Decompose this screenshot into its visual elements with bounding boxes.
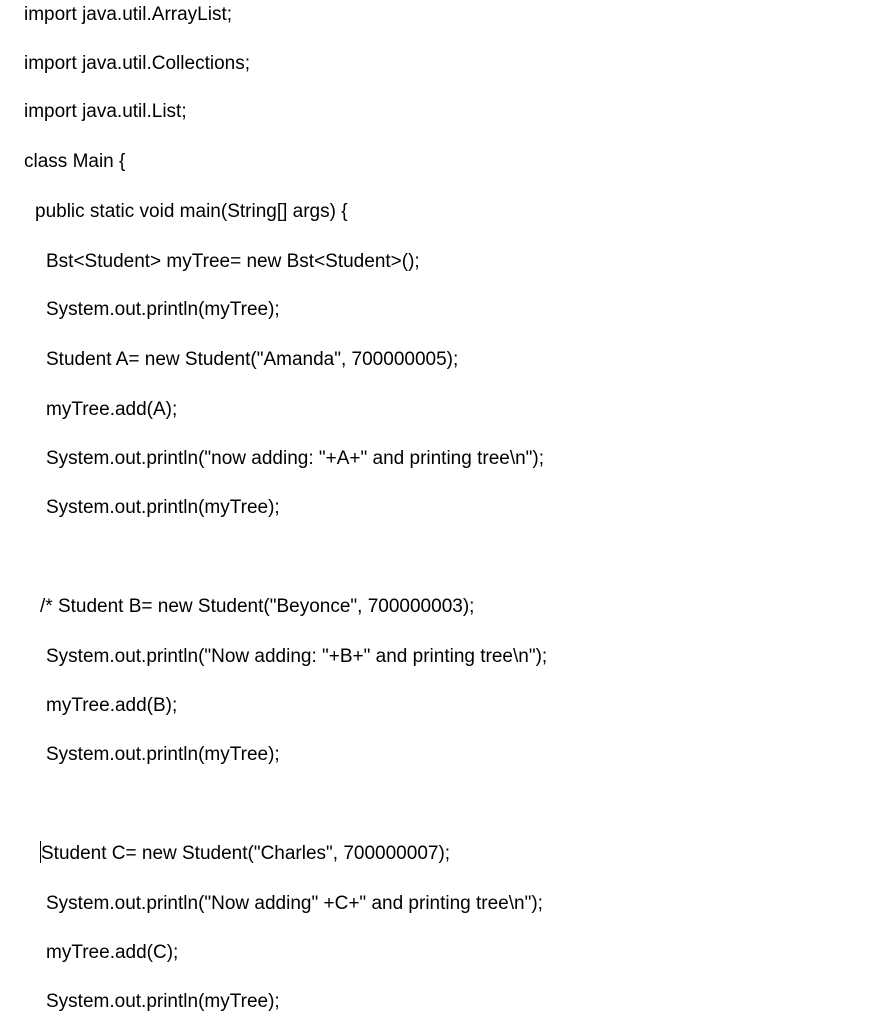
code-line-student-a: Student A= new Student("Amanda", 700000005); xyxy=(46,349,459,370)
code-line-import-arraylist: import java.util.ArrayList; xyxy=(24,4,233,25)
code-line-import-collections: import java.util.Collections; xyxy=(24,53,250,74)
code-line-add-c: myTree.add(C); xyxy=(46,942,179,963)
code-line-student-b-comment: /* Student B= new Student("Beyonce", 700000003); xyxy=(40,596,475,617)
code-line-main-method: public static void main(String[] args) { xyxy=(35,201,348,222)
code-line-add-a: myTree.add(A); xyxy=(46,399,178,420)
code-line-add-b: myTree.add(B); xyxy=(46,695,178,716)
code-line-student-c: Student C= new Student("Charles", 700000007); xyxy=(41,843,451,864)
code-line-print-adding-b: System.out.println("Now adding: "+B+" and printing tree\n"); xyxy=(46,646,548,667)
code-line-print-tree-1: System.out.println(myTree); xyxy=(46,299,280,320)
code-line-class-main: class Main { xyxy=(24,151,126,172)
code-line-print-tree-4: System.out.println(myTree); xyxy=(46,991,280,1012)
code-line-bst-declaration: Bst<Student> myTree= new Bst<Student>(); xyxy=(46,251,420,272)
code-line-print-adding-c: System.out.println("Now adding" +C+" and printing tree\n"); xyxy=(46,893,543,914)
code-line-import-list: import java.util.List; xyxy=(24,101,187,122)
code-line-print-adding-a: System.out.println("now adding: "+A+" and printing tree\n"); xyxy=(46,448,545,469)
code-line-print-tree-3: System.out.println(myTree); xyxy=(46,744,280,765)
code-line-print-tree-2: System.out.println(myTree); xyxy=(46,497,280,518)
code-line-student-c-wrapper xyxy=(40,841,450,867)
